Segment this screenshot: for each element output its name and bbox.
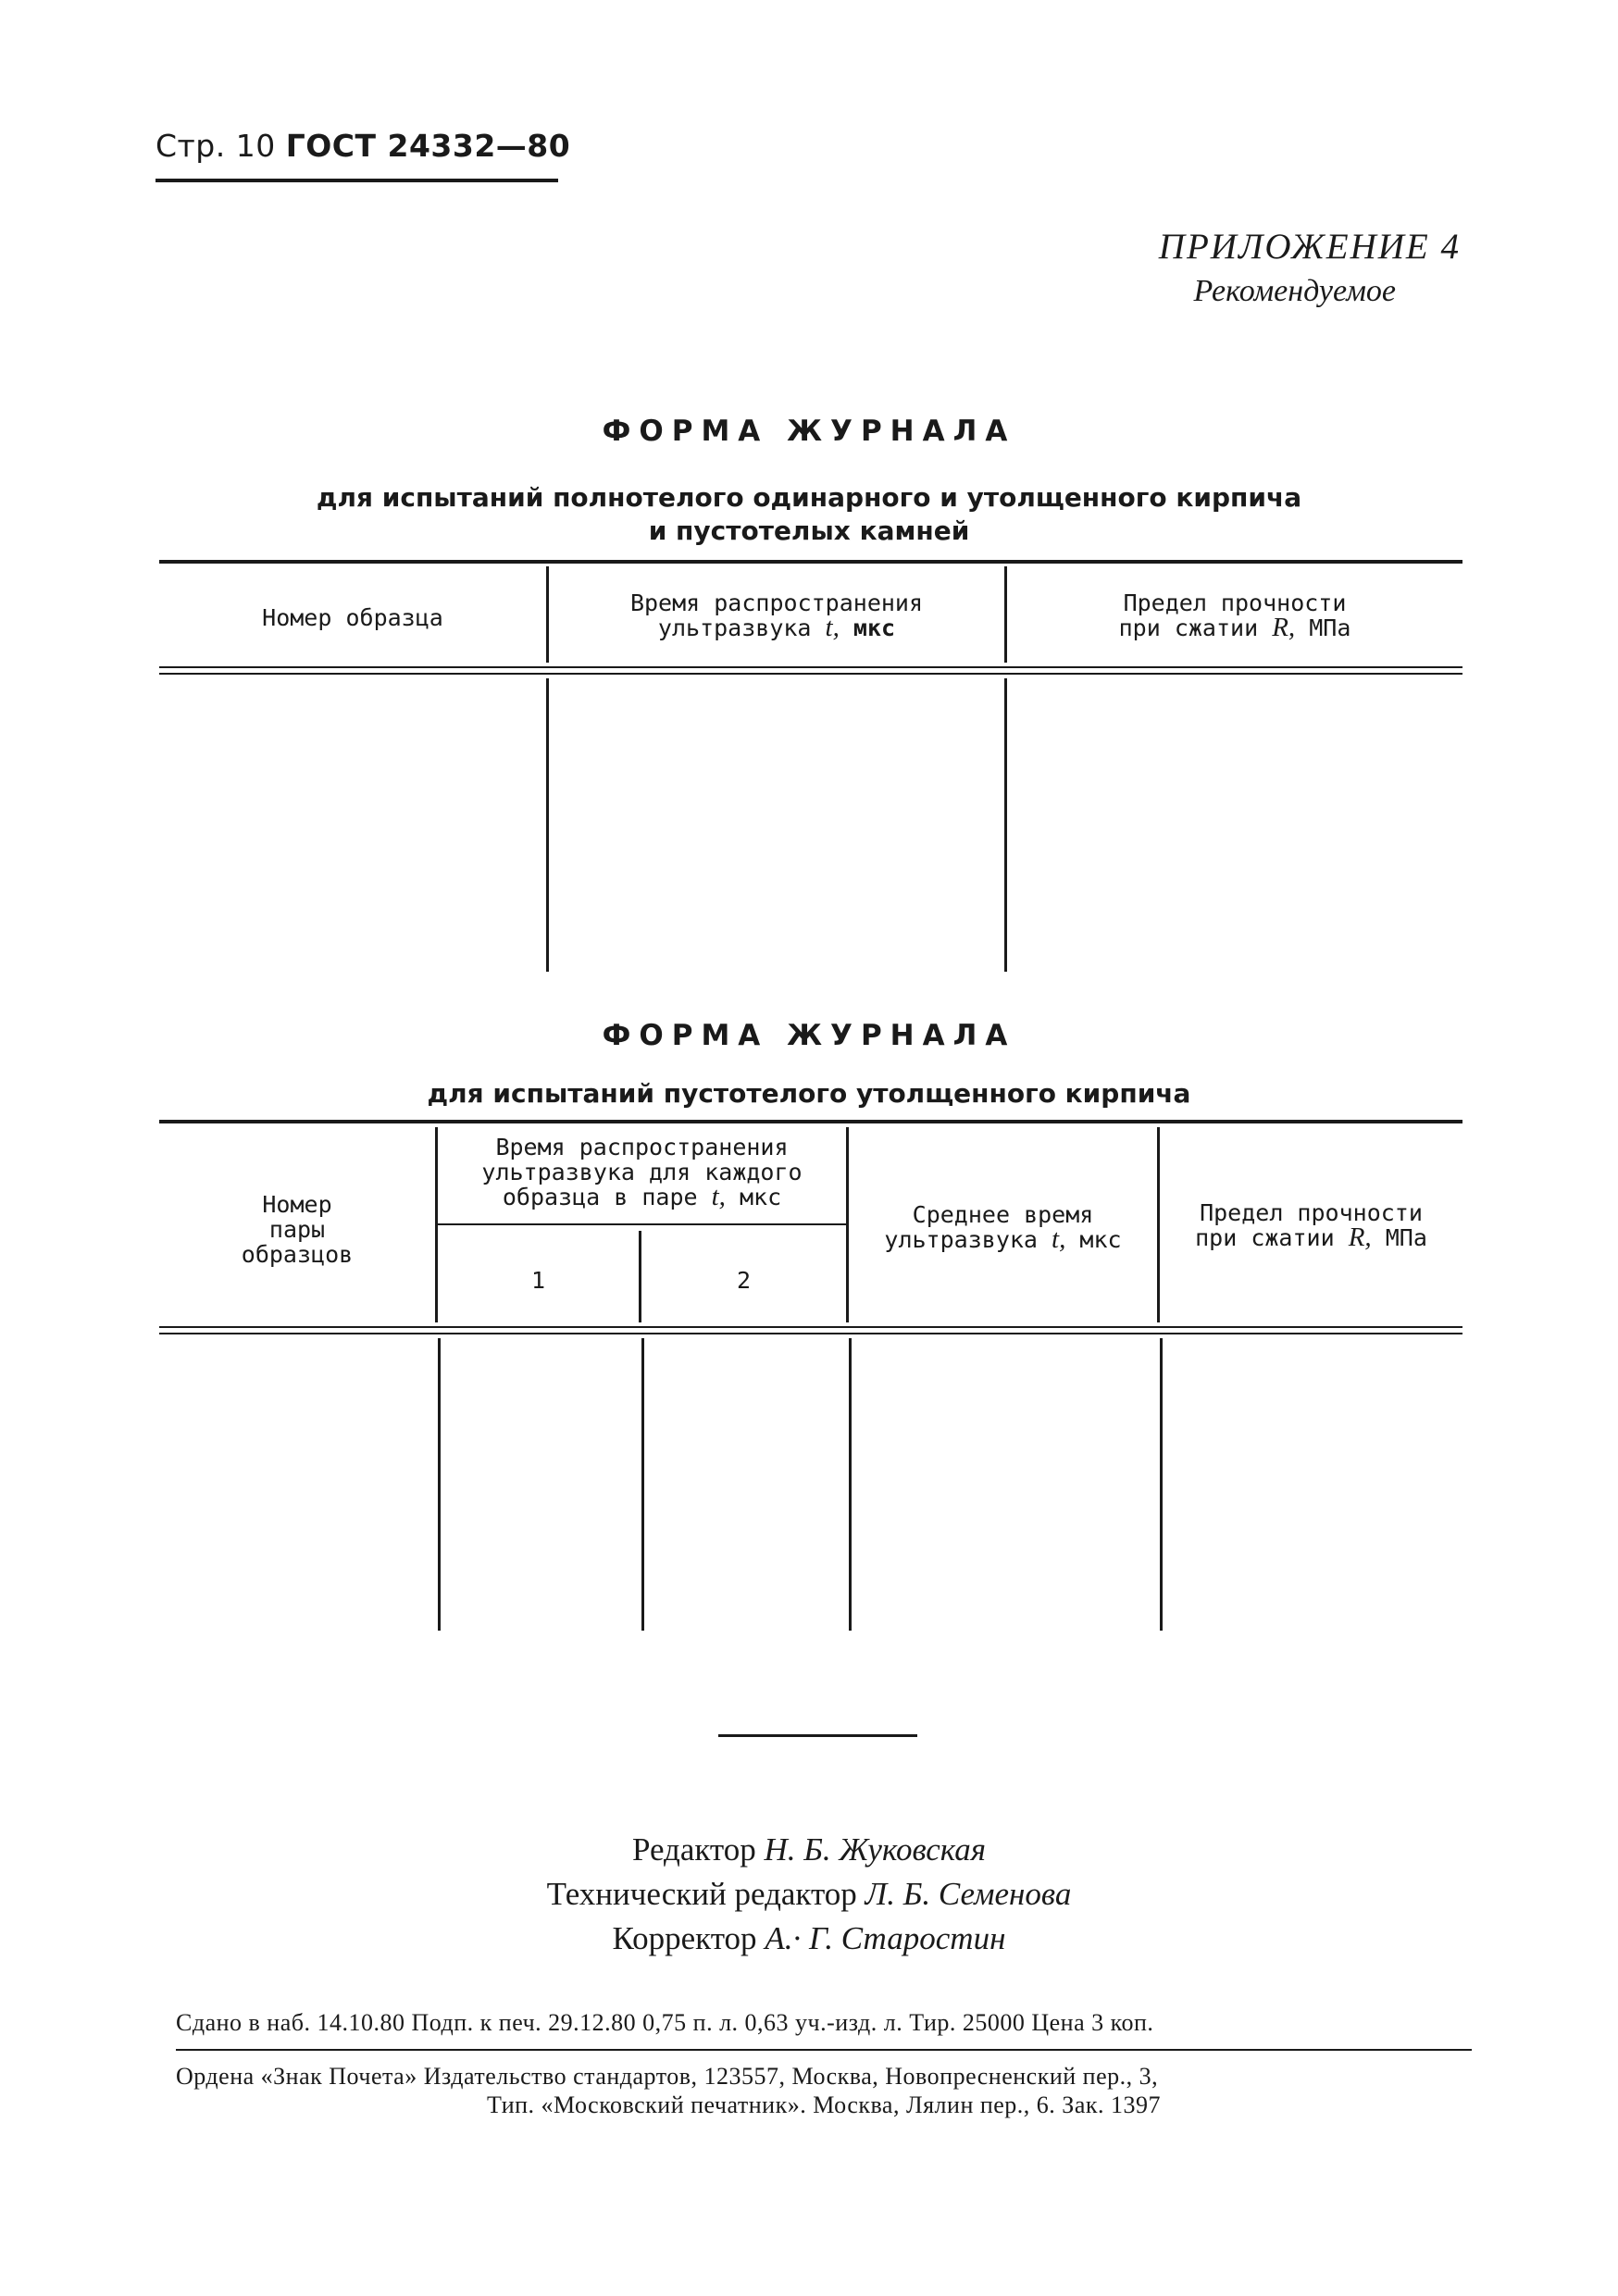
form2-subheader-rule xyxy=(437,1223,846,1225)
standard-number: ГОСТ 24332—80 xyxy=(285,128,571,164)
form2-col-strength-symbol: R, xyxy=(1348,1222,1372,1252)
form2-subcol-1: 1 xyxy=(530,1267,546,1294)
form2-col-strength xyxy=(1160,1200,1462,1250)
form2-body-divider-4 xyxy=(1160,1338,1163,1631)
page-number: Стр. 10 xyxy=(156,128,276,164)
imprint-line3: Тип. «Московский печатник». Москва, Лялин пер., 6. Зак. 1397 xyxy=(486,2091,1162,2118)
form2-col-pair-line1: Номер xyxy=(262,1191,332,1218)
form1-col-time-line2: ультразвука xyxy=(657,614,812,641)
form2-col-mean-unit: мкс xyxy=(1079,1226,1122,1253)
form1-col-sample-number: Номер образца xyxy=(262,604,443,631)
form2-body-divider-1 xyxy=(438,1338,441,1631)
imprint-line1: Сдано в наб. 14.10.80 Подп. к печ. 29.12.80 0,75 п. л. 0,63 уч.-изд. л. Тир. 25000 Цена 3 коп. xyxy=(176,2009,1154,2036)
form2-col-mean-time xyxy=(849,1202,1157,1252)
form2-col-time-line3: образца в паре xyxy=(502,1184,698,1210)
form1-col-strength-line2: при сжатии xyxy=(1118,614,1259,641)
form1-col-time-symbol: t, xyxy=(825,613,840,642)
form1-title: ФОРМА ЖУРНАЛА xyxy=(602,415,1016,448)
form2-col-time-line2: ультразвука для каждого xyxy=(481,1159,803,1185)
tech-editor-line xyxy=(0,1872,1618,1917)
corrector-name: А.· Г. Старостин xyxy=(765,1920,1006,1956)
form2-col-time-each xyxy=(438,1135,846,1210)
form2-body-divider-2 xyxy=(641,1338,644,1631)
form1-col-strength-unit: МПа xyxy=(1309,614,1351,641)
form2-col-strength-line1: Предел прочности xyxy=(1200,1199,1423,1226)
form2-subcol-2: 2 xyxy=(736,1267,752,1294)
form2-col-strength-unit: МПа xyxy=(1385,1224,1427,1251)
credits xyxy=(0,1828,1618,1961)
form1-col-strength-line1: Предел прочности xyxy=(1123,590,1347,616)
form2-col-mean-line2: ультразвука xyxy=(884,1226,1038,1253)
form1-col-time-line1: Время распространения xyxy=(629,590,924,616)
form2-subtitle: для испытаний пустотелого утолщенного кирпича xyxy=(427,1078,1191,1109)
form2-body-divider-3 xyxy=(849,1338,852,1631)
form2-header-rule-a xyxy=(159,1326,1462,1328)
form2-col-strength-line2: при сжатии xyxy=(1195,1224,1335,1251)
form1-subtitle-line1: для испытаний полнотелого одинарного и утолщенного кирпича xyxy=(316,482,1302,513)
form2-header-rule-b xyxy=(159,1333,1462,1334)
corrector-line xyxy=(0,1917,1618,1961)
form2-col-time-unit: мкс xyxy=(740,1184,782,1210)
imprint-line2: Ордена «Знак Почета» Издательство стандартов, 123557, Москва, Новопресненский пер., 3, xyxy=(176,2063,1159,2090)
form2-col-pair-line2: пары xyxy=(268,1216,326,1243)
appendix-title: ПРИЛОЖЕНИЕ 4 xyxy=(1158,227,1461,267)
form2-col-time-line1: Время распространения xyxy=(495,1134,789,1160)
appendix-subtitle: Рекомендуемое xyxy=(1193,274,1396,308)
editor-name: Н. Б. Жуковская xyxy=(764,1831,987,1868)
tech-editor-name: Л. Б. Семенова xyxy=(865,1876,1072,1912)
editor-label: Редактор xyxy=(631,1831,756,1868)
form2-col-pair-number xyxy=(159,1192,435,1267)
form2-col-mean-line1: Среднее время xyxy=(912,1201,1094,1228)
form2-title: ФОРМА ЖУРНАЛА xyxy=(602,1019,1016,1052)
editor-line xyxy=(0,1828,1618,1872)
form2-col-mean-symbol: t, xyxy=(1052,1224,1066,1254)
imprint-rule xyxy=(176,2049,1472,2051)
form2-col-pair-line3: образцов xyxy=(241,1241,354,1268)
tech-editor-label: Технический редактор xyxy=(546,1876,857,1912)
form1-col-strength-symbol: R, xyxy=(1272,613,1296,642)
form1-col-time-unit: мкс xyxy=(853,614,896,641)
form1-subtitle-line2: и пустотелых камней xyxy=(648,515,970,546)
corrector-label: Корректор xyxy=(612,1920,757,1956)
section-separator xyxy=(718,1734,917,1737)
form2-top-rule xyxy=(159,1120,1462,1123)
form2-col-time-symbol: t, xyxy=(711,1182,726,1211)
